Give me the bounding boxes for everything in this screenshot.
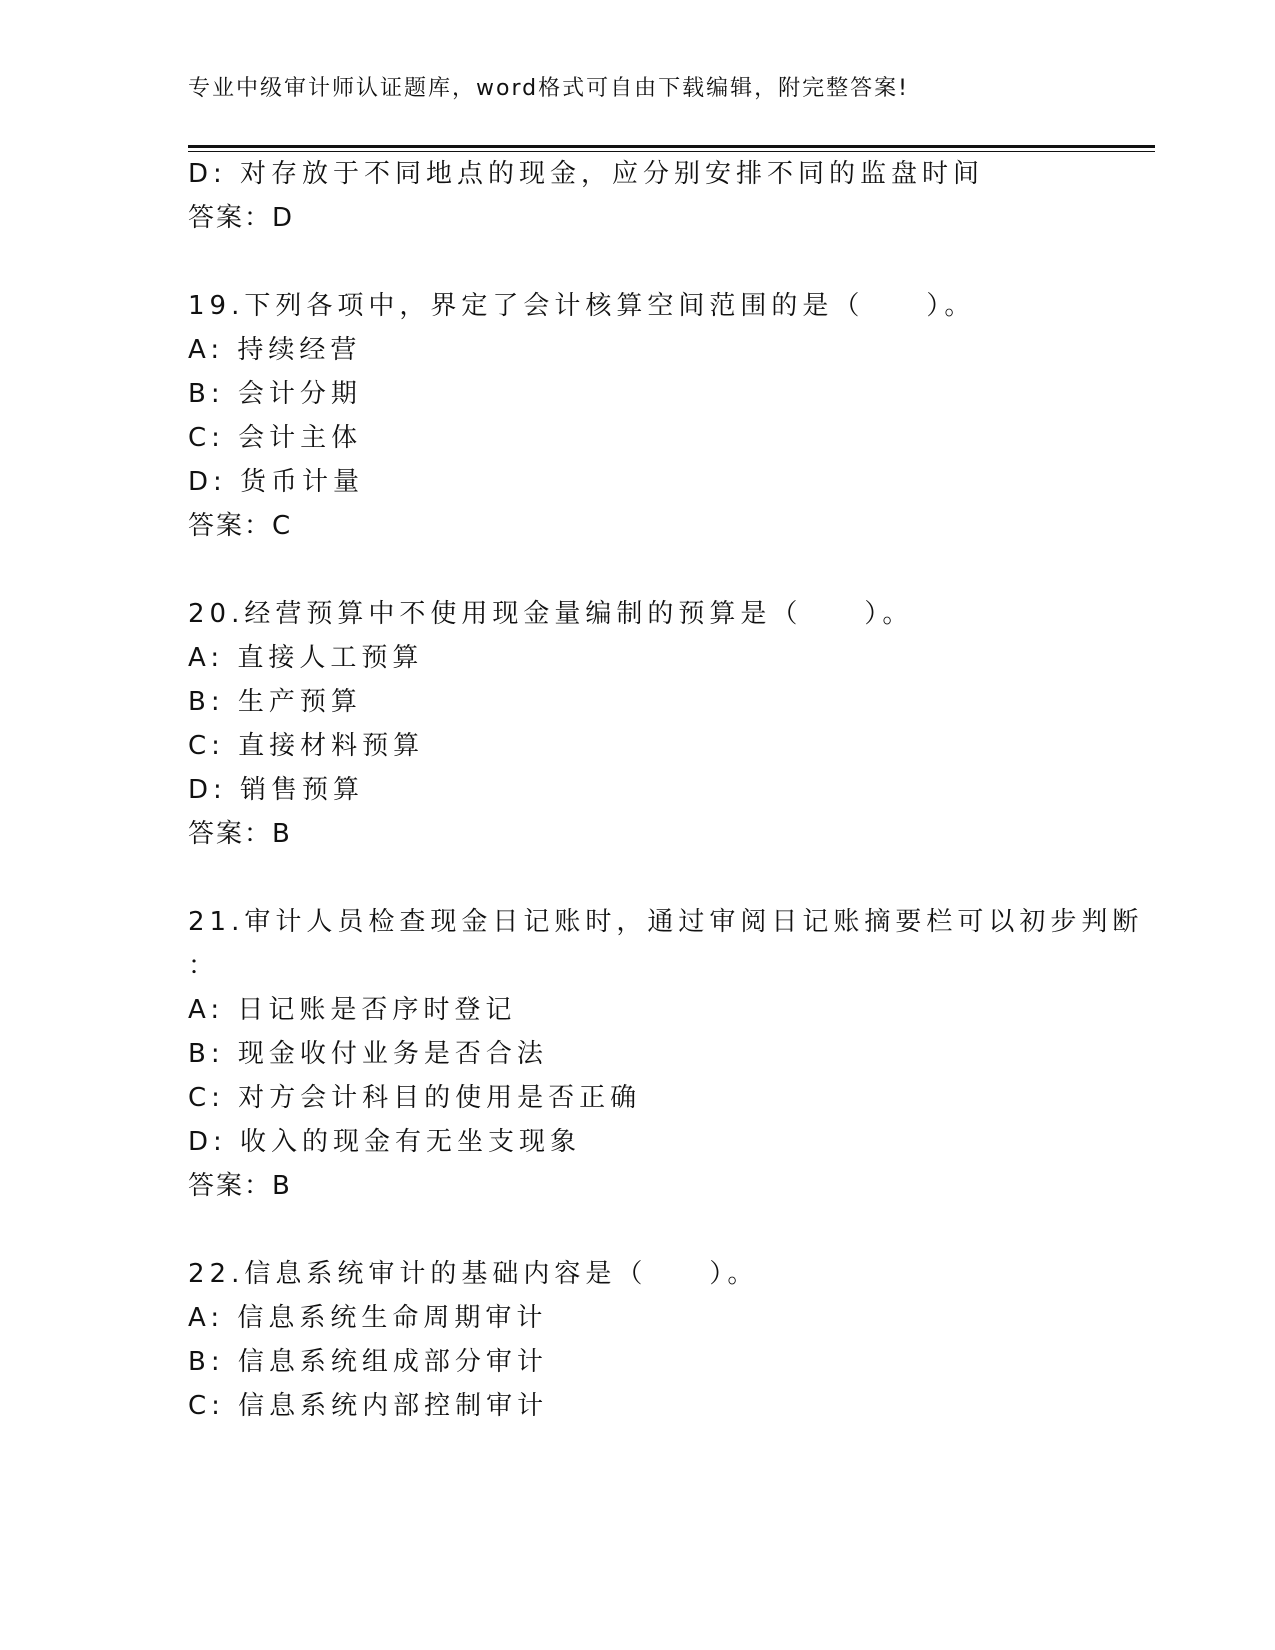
header-divider-thick xyxy=(188,145,1155,148)
option-line: D: 销售预算 xyxy=(188,775,365,805)
answer-line: 答案：B xyxy=(188,1171,292,1201)
question-stem: 19.下列各项中，界定了会计核算空间范围的是（ ）。 xyxy=(188,291,976,321)
option-line: B: 现金收付业务是否合法 xyxy=(188,1039,548,1069)
option-line: B: 会计分期 xyxy=(188,379,362,409)
question-stem: 21.审计人员检查现金日记账时，通过审阅日记账摘要栏可以初步判断 xyxy=(188,907,1144,937)
option-line: A: 日记账是否序时登记 xyxy=(188,995,517,1025)
option-line: B: 生产预算 xyxy=(188,687,362,717)
question-stem: 20.经营预算中不使用现金量编制的预算是（ ）。 xyxy=(188,599,914,629)
option-line: D: 对存放于不同地点的现金，应分别安排不同的监盘时间 xyxy=(188,159,985,189)
option-line: C: 直接材料预算 xyxy=(188,731,425,761)
option-line: A: 持续经营 xyxy=(188,335,362,365)
option-line: C: 会计主体 xyxy=(188,423,363,453)
answer-line: 答案：D xyxy=(188,203,295,233)
option-line: D: 货币计量 xyxy=(188,467,365,497)
option-line: A: 信息系统生命周期审计 xyxy=(188,1303,548,1333)
answer-line: 答案：C xyxy=(188,511,293,541)
question-stem: 22.信息系统审计的基础内容是（ ）。 xyxy=(188,1259,759,1289)
option-line: B: 信息系统组成部分审计 xyxy=(188,1347,548,1377)
option-line: D: 收入的现金有无坐支现象 xyxy=(188,1127,582,1157)
answer-line: 答案：B xyxy=(188,819,292,849)
option-line: A: 直接人工预算 xyxy=(188,643,424,673)
header-divider-thin xyxy=(188,151,1155,152)
question-stem-continuation: ： xyxy=(188,951,220,981)
page-header-text: 专业中级审计师认证题库，word格式可自由下载编辑，附完整答案! xyxy=(188,76,909,101)
option-line: C: 信息系统内部控制审计 xyxy=(188,1391,549,1421)
option-line: C: 对方会计科目的使用是否正确 xyxy=(188,1083,642,1113)
